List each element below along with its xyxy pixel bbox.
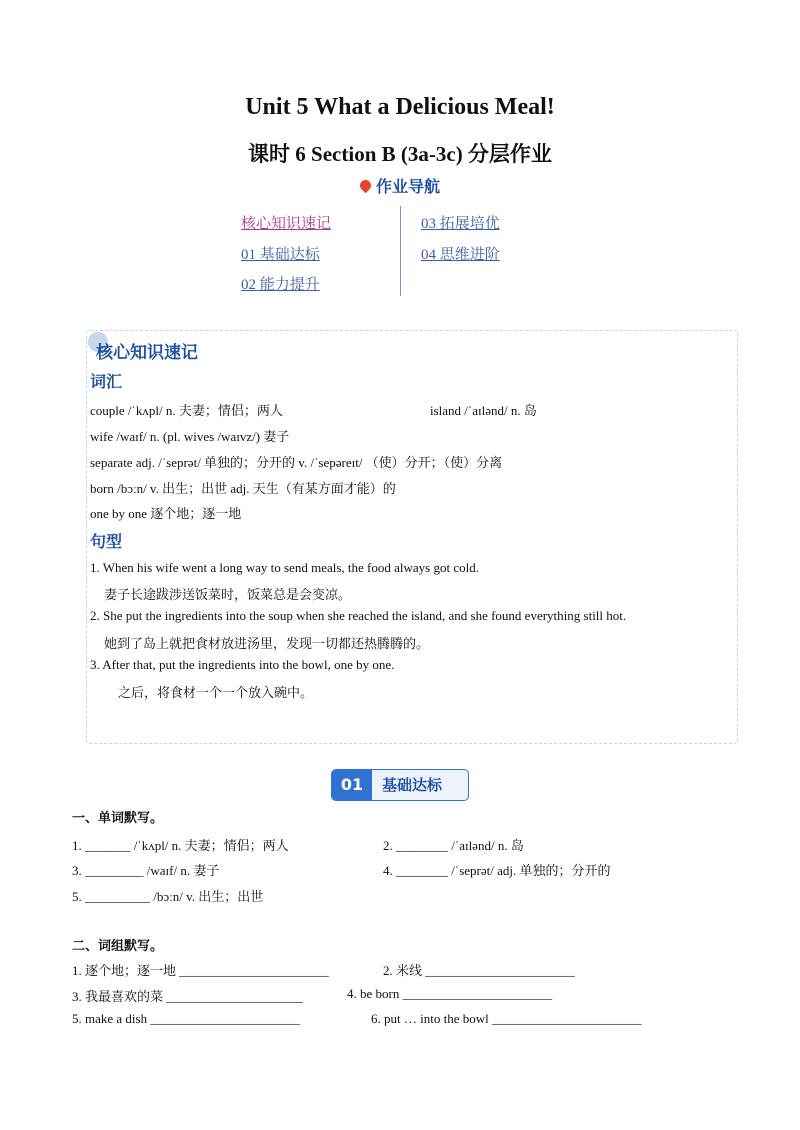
question-item: 1. _______ /ˈkʌpl/ n. 夫妻；情侣；两人 [72, 838, 289, 853]
sentence-en: 1. When his wife went a long way to send meals, the food always got cold. [90, 560, 479, 575]
sentence-zh: 之后，将食材一个一个放入碗中。 [118, 685, 314, 700]
question-item: 5. __________ /bɔːn/ v. 出生；出世 [72, 889, 264, 904]
question-item: 5. make a dish _______________________ [72, 1011, 300, 1026]
question-item: 4. ________ /ˈseprət/ adj. 单独的；分开的 [383, 863, 611, 878]
question-item: 1. 逐个地；逐一地 _______________________ [72, 963, 329, 978]
document-subtitle: 课时 6 Section B (3a-3c) 分层作业 [248, 142, 552, 166]
nav-divider [400, 206, 401, 296]
question-item: 6. put … into the bowl _______________________ [371, 1011, 642, 1026]
vocab-item: island /ˈaɪlənd/ n. 岛 [430, 403, 537, 418]
sentence-zh: 她到了岛上就把食材放进汤里，发现一切都还热腾腾的。 [104, 636, 430, 651]
vocab-item: born /bɔːn/ v. 出生；出世 adj. 天生（有某方面才能）的 [90, 481, 396, 496]
sentence-en: 2. She put the ingredients into the soup when she reached the island, and she found everything still hot. [90, 608, 627, 623]
sentence-zh: 妻子长途跋涉送饭菜时，饭菜总是会变凉。 [104, 587, 352, 602]
vocab-item: separate adj. /ˈseprət/ 单独的；分开的 v. /ˈsepəreɪt/ （使）分开；（使）分离 [90, 455, 503, 470]
core-knowledge-heading: 核心知识速记 [96, 343, 198, 363]
question-item: 3. 我最喜欢的菜 _____________________ [72, 989, 303, 1004]
vocab-item: wife /waɪf/ n. (pl. wives /waɪvz/) 妻子 [90, 429, 290, 444]
nav-link-01[interactable]: 01 基础达标 [241, 247, 320, 263]
vocab-heading: 词汇 [90, 372, 123, 391]
nav-link-02[interactable]: 02 能力提升 [241, 277, 320, 293]
document-title: Unit 5 What a Delicious Meal! [245, 94, 555, 120]
section-heading: 二、词组默写。 [72, 938, 164, 953]
banner-number: 01 [332, 770, 372, 800]
nav-link-04[interactable]: 04 思维进阶 [421, 247, 500, 263]
sentence-heading: 句型 [90, 532, 123, 551]
section-heading: 一、单词默写。 [72, 810, 164, 825]
nav-link-core[interactable]: 核心知识速记 [241, 216, 332, 232]
question-item: 4. be born _______________________ [347, 986, 553, 1001]
banner-label: 基础达标 [382, 776, 443, 794]
nav-heading-label: 作业导航 [375, 177, 440, 196]
vocab-item: one by one 逐个地；逐一地 [90, 506, 242, 521]
sentence-en: 3. After that, put the ingredients into the bowl, one by one. [90, 657, 395, 672]
section-banner [331, 769, 469, 801]
nav-link-03[interactable]: 03 拓展培优 [421, 216, 500, 232]
vocab-item: couple /ˈkʌpl/ n. 夫妻；情侣；两人 [90, 403, 283, 418]
question-item: 2. 米线 _______________________ [383, 963, 575, 978]
nav-heading [0, 174, 800, 197]
location-pin-icon [358, 178, 374, 194]
question-item: 2. ________ /ˈaɪlənd/ n. 岛 [383, 838, 524, 853]
question-item: 3. _________ /waɪf/ n. 妻子 [72, 863, 220, 878]
